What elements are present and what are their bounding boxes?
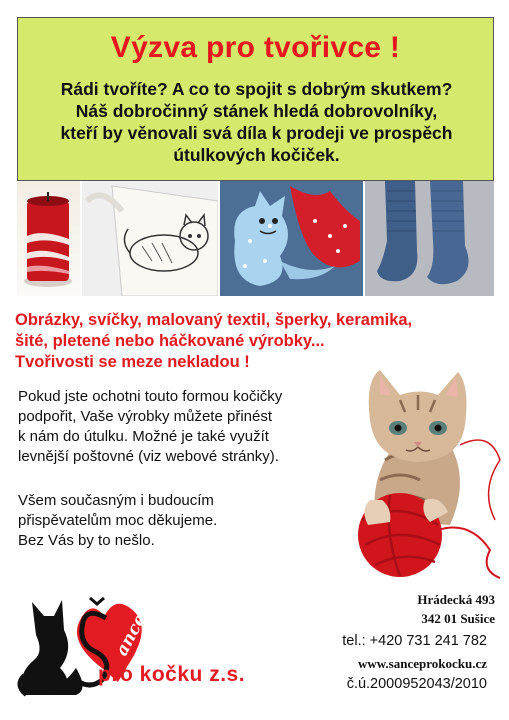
products-line: šité, pletené nebo háčkované výrobky... (15, 332, 325, 350)
header-box (17, 17, 494, 181)
address-city: 342 01 Sušice (421, 611, 495, 626)
kitten-photo (330, 350, 505, 580)
organization-logo (14, 590, 294, 700)
logo-name: pro kočku z.s. (98, 663, 246, 686)
thanks-line: Všem současným i budoucím (18, 492, 214, 509)
thanks-line: Bez Vás by to nešlo. (18, 532, 155, 549)
intro-line: Náš dobročinný stánek hledá dobrovolníky, (75, 101, 438, 121)
thanks-line: přispěvatelům moc děkujeme. (18, 512, 218, 529)
fabric-cat-toy-photo (220, 181, 363, 296)
products-line: Obrázky, svíčky, malovaný textil, šperky, keramika, (15, 311, 413, 329)
painted-bag-photo (82, 181, 218, 296)
bank-account: č.ú.2000952043/2010 (346, 676, 487, 692)
address-street: Hrádecká 493 (417, 592, 495, 607)
products-line: Tvořivosti se meze nekladou ! (15, 353, 250, 371)
knitted-socks-photo (365, 181, 494, 296)
page-title: Výzva pro tvořivce ! (110, 31, 401, 64)
website-link[interactable]: www.sanceprokocku.cz (357, 656, 487, 671)
intro-line: Rádi tvoříte? A co to spojit s dobrým skutkem? (60, 79, 453, 99)
body-line: levnější poštovné (viz webové stránky). (18, 448, 279, 465)
contact-block (300, 590, 495, 694)
candle-photo (17, 181, 80, 296)
logo-script: ance (112, 610, 151, 660)
body-line: Pokud jste ochotni touto formou kočičky (18, 388, 283, 405)
intro-text (26, 78, 487, 166)
intro-line: kteří by věnovali svá díla k prodeji ve prospěch (60, 123, 453, 143)
body-line: k nám do útulku. Možné je také využít (18, 428, 269, 445)
photo-strip (17, 181, 494, 296)
phone-number: tel.: +420 731 241 782 (342, 633, 487, 649)
body-text (18, 387, 328, 467)
body-line: podpořit, Vaše výrobky můžete přinést (18, 408, 273, 425)
intro-line: útulkových kočiček. (173, 145, 340, 165)
thanks-text (18, 491, 328, 551)
